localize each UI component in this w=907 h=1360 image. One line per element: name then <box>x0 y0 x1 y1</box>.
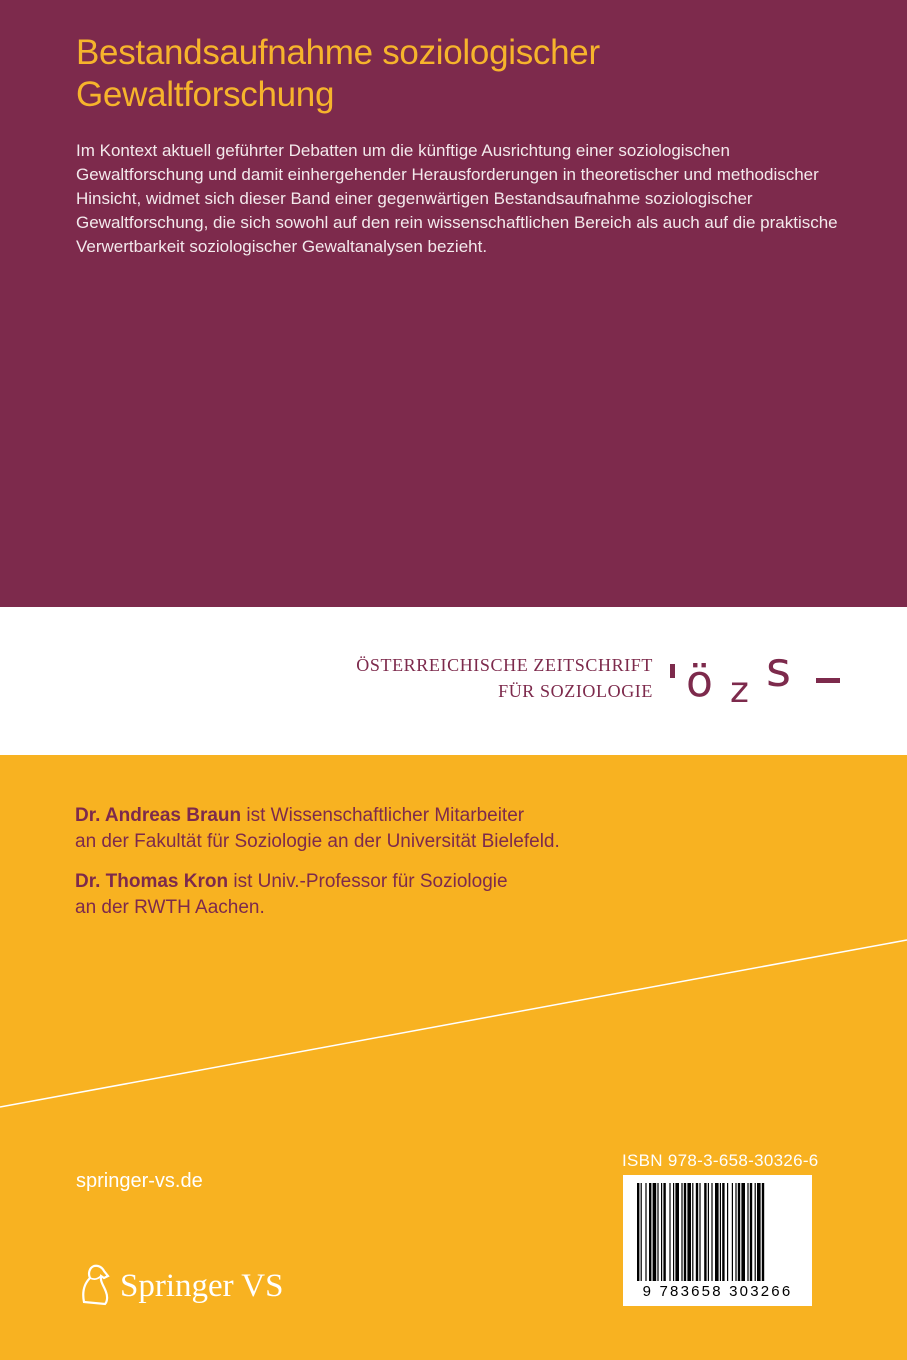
barcode-bar <box>645 1183 646 1281</box>
barcode-bar <box>681 1183 682 1281</box>
barcode-bar <box>738 1183 740 1281</box>
barcode-bar <box>699 1183 700 1281</box>
barcode-bar <box>727 1183 728 1281</box>
book-title-line-1: Bestandsaufnahme soziologischer <box>76 33 600 72</box>
barcode-bar <box>747 1183 748 1281</box>
author-bio-text: ist Univ.-Professor für Soziologie <box>228 871 508 892</box>
barcode-bar <box>735 1183 736 1281</box>
book-title-line-2: Gewaltforschung <box>76 75 335 114</box>
barcode-bar <box>641 1183 642 1281</box>
springer-horse-icon <box>74 1262 114 1306</box>
book-blurb: Im Kontext aktuell geführter Debatten um die künftige Ausrichtung einer soziologischen Gewaltforschung und damit einhergehender Herausforderungen in theoretischer und methodischer Hinsicht, widmet sich dieser Band einer gegenwärtigen Bestandsaufnahme soziologischer Gewaltforschung, die sich sowohl auf den rein wissenschaftlichen Bereich als auch auf die praktische Verwertbarkeit soziologischer Gewaltanalysen bezieht. <box>76 141 838 256</box>
barcode-bar <box>711 1183 712 1281</box>
barcode-bar <box>708 1183 709 1281</box>
author-bio <box>75 803 775 855</box>
author-bio <box>75 869 775 921</box>
barcode-bar <box>732 1183 733 1281</box>
isbn-label: ISBN 978-3-658-30326-6 <box>622 1151 819 1170</box>
barcode-bar <box>741 1183 745 1281</box>
series-name-line-1: ÖSTERREICHISCHE ZEITSCHRIFT <box>356 655 653 675</box>
publisher-website[interactable]: springer-vs.de <box>76 1170 203 1192</box>
barcode-bar <box>673 1183 674 1281</box>
author-bio-text: ist Wissenschaftlicher Mitarbeiter <box>241 805 525 826</box>
top-panel <box>0 0 907 607</box>
barcode-bar <box>663 1183 665 1281</box>
author-name: Dr. Andreas Braun <box>75 805 242 826</box>
barcode-bar <box>692 1183 693 1281</box>
barcode-bar <box>687 1183 691 1281</box>
author-bio-text: an der RWTH Aachen. <box>75 897 265 918</box>
author-bios <box>75 803 775 935</box>
barcode-bar <box>750 1183 752 1281</box>
barcode-bar <box>637 1183 639 1281</box>
barcode <box>623 1175 812 1306</box>
barcode-bar <box>762 1183 764 1281</box>
publisher-name: Springer VS <box>120 1268 284 1304</box>
barcode-bar <box>715 1183 719 1281</box>
barcode-bar <box>661 1183 662 1281</box>
barcode-bar <box>653 1183 657 1281</box>
barcode-bar <box>722 1183 724 1281</box>
barcode-digits: 9 783658 303266 <box>642 1283 793 1300</box>
author-bio-text: an der Fakultät für Soziologie an der Universität Bielefeld. <box>75 831 560 852</box>
author-name: Dr. Thomas Kron <box>75 871 229 892</box>
barcode-bar <box>675 1183 679 1281</box>
book-title <box>76 32 856 116</box>
svg-text:z: z <box>730 670 749 710</box>
barcode-bar <box>720 1183 721 1281</box>
barcode-bar <box>649 1183 651 1281</box>
barcode-bar <box>755 1183 756 1281</box>
series-name <box>356 652 653 704</box>
barcode-bar <box>657 1183 658 1281</box>
ozs-logo <box>662 640 842 710</box>
svg-text:s: s <box>766 642 792 698</box>
barcode-bar <box>704 1183 706 1281</box>
publisher-logo <box>74 1260 334 1310</box>
svg-text:ö: ö <box>686 656 713 707</box>
barcode-bar <box>669 1183 670 1281</box>
barcode-bar <box>684 1183 686 1281</box>
barcode-bar <box>696 1183 698 1281</box>
series-name-line-2: FÜR SOZIOLOGIE <box>498 681 653 701</box>
barcode-bar <box>757 1183 761 1281</box>
